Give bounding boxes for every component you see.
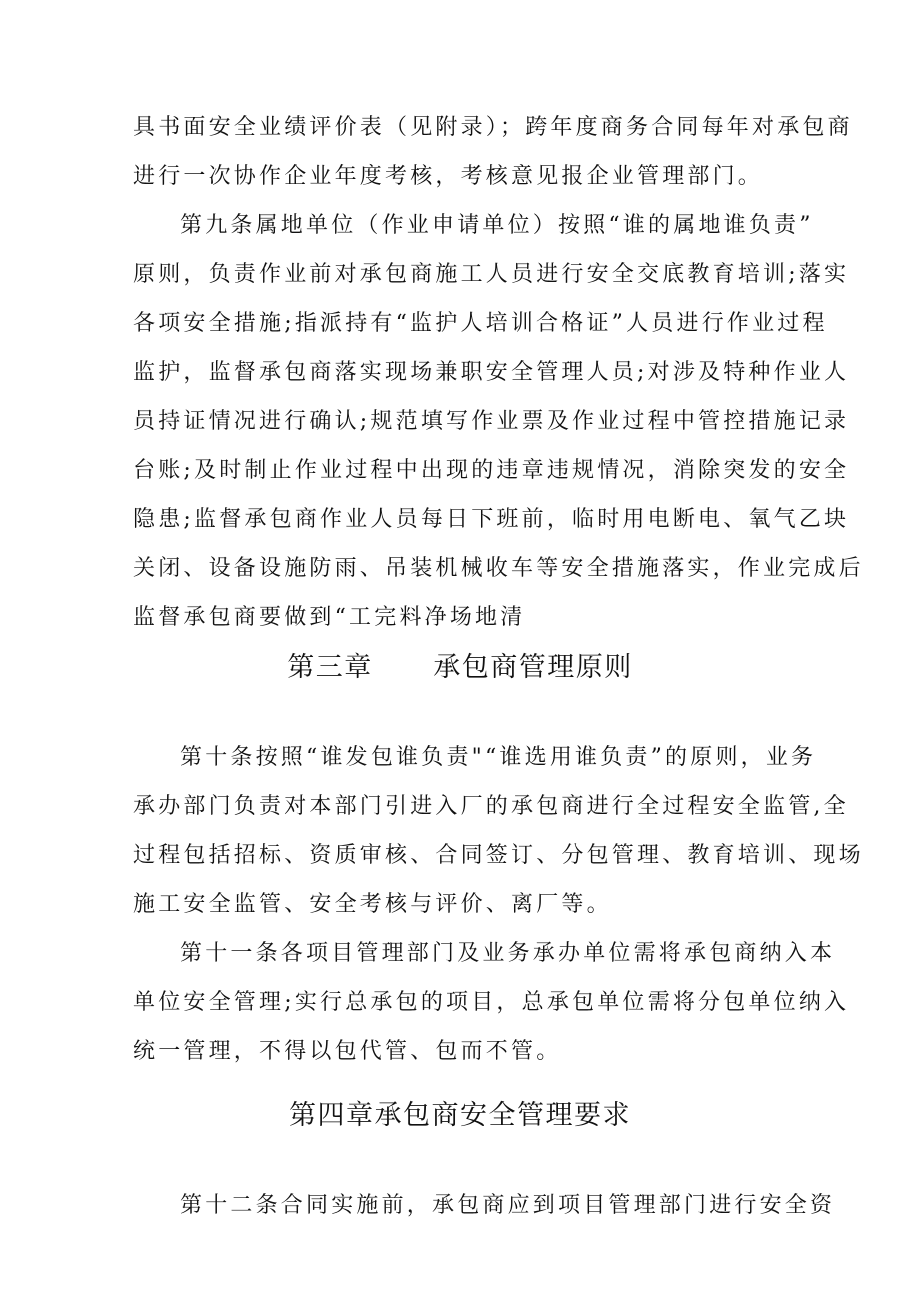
text-line: 承办部门负责对本部门引进入厂的承包商进行全过程安全监管,全 <box>133 794 849 819</box>
text-line: 监督承包商要做到“工完料净场地清 <box>133 605 526 630</box>
text-line: 施工安全监管、安全考核与评价、离厂等。 <box>133 892 612 917</box>
text-line: 第十一条各项目管理部门及业务承办单位需将承包商纳入本 <box>180 941 836 966</box>
text-line: 第九条属地单位（作业申请单位）按照“谁的属地谁负责” <box>180 213 814 238</box>
text-line: 过程包括招标、资质审核、合同签订、分包管理、教育培训、现场 <box>133 843 864 868</box>
chapter-3-heading: 第三章 承包商管理原则 <box>287 652 633 683</box>
text-line: 监护，监督承包商落实现场兼职安全管理人员;对涉及特种作业人 <box>133 360 850 385</box>
text-line: 各项安全措施;指派持有“监护人培训合格证”人员进行作业过程 <box>133 311 828 336</box>
paragraph-article-9 <box>133 201 864 642</box>
text-line: 隐患;监督承包商作业人员每日下班前，临时用电断电、氧气乙块 <box>133 507 850 532</box>
text-line: 台账;及时制止作业过程中出现的违章违规情况，消除突发的安全 <box>133 458 850 483</box>
text-line: 员持证情况进行确认;规范填写作业票及作业过程中管控措施记录 <box>133 409 850 434</box>
text-line: 关闭、设备设施防雨、吊装机械收车等安全措施落实，作业完成后 <box>133 556 864 581</box>
text-line: 第十二条合同实施前，承包商应到项目管理部门进行安全资 <box>180 1193 836 1218</box>
paragraph-article-12 <box>133 1181 836 1230</box>
paragraph-article-10 <box>133 733 864 929</box>
text-line: 原则，负责作业前对承包商施工人员进行安全交底教育培训;落实 <box>133 262 850 287</box>
text-line: 统一管理，不得以包代管、包而不管。 <box>133 1039 562 1064</box>
chapter-4-heading: 第四章承包商安全管理要求 <box>289 1100 631 1131</box>
text-line: 具书面安全业绩评价表（见附录）；跨年度商务合同每年对承包商 <box>133 115 853 140</box>
paragraph-article-11 <box>133 929 850 1076</box>
text-line: 进行一次协作企业年度考核，考核意见报企业管理部门。 <box>133 164 764 189</box>
text-line: 单位安全管理;实行总承包的项目，总承包单位需将分包单位纳入 <box>133 990 850 1015</box>
paragraph-continuation <box>133 103 853 201</box>
text-line: 第十条按照“谁发包谁负责"“谁选用谁负责”的原则，业务 <box>180 745 817 770</box>
